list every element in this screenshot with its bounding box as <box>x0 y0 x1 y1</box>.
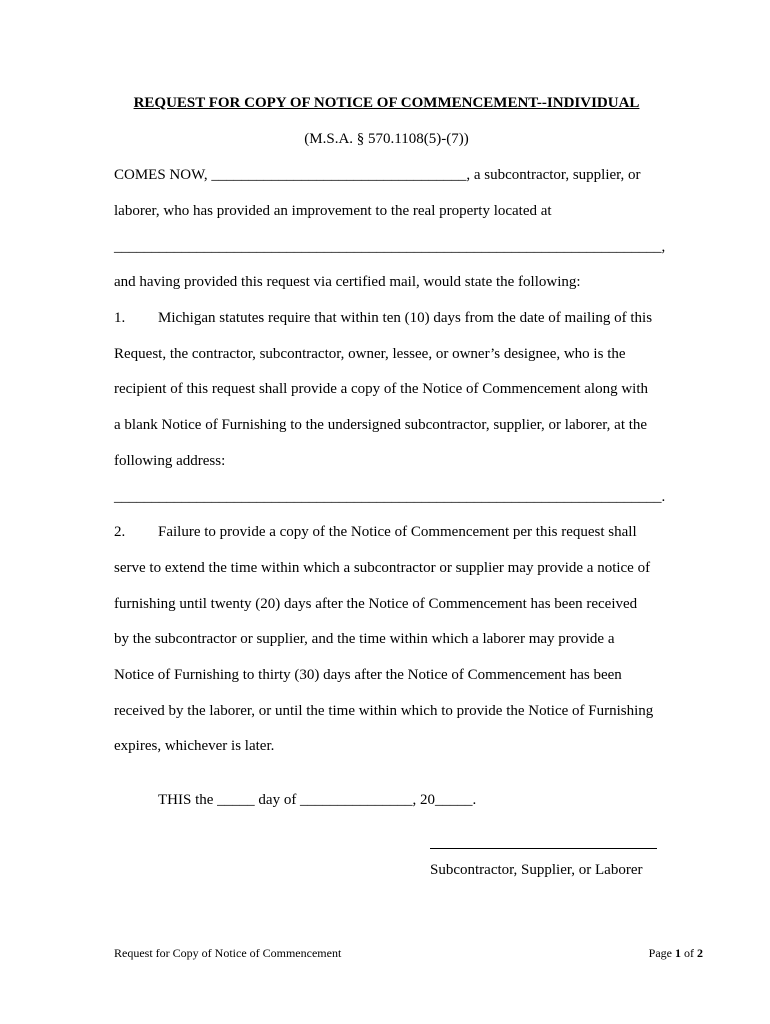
paragraph-2-number: 2. <box>114 524 126 540</box>
statute-citation: (M.S.A. § 570.1108(5)-(7)) <box>304 131 469 147</box>
comes-now-line: COMES NOW, __________________________________, a subcontractor, supplier, or <box>114 167 641 183</box>
signature-label: Subcontractor, Supplier, or Laborer <box>430 862 643 878</box>
footer-title: Request for Copy of Notice of Commencement <box>114 946 342 960</box>
paragraph-1-line-2: Request, the contractor, subcontractor, owner, lessee, or owner’s designee, who is the <box>114 346 626 362</box>
footer-page-number <box>649 945 703 961</box>
property-address-blank: _________________________________________________________________________, <box>114 239 666 255</box>
paragraph-1-line-5: following address: <box>114 453 226 469</box>
certified-mail-line: and having provided this request via certified mail, would state the following: <box>114 274 581 290</box>
paragraph-2-line-1 <box>114 522 659 542</box>
paragraph-2-line-5: Notice of Furnishing to thirty (30) days after the Notice of Commencement has been <box>114 667 622 683</box>
page-current: 1 <box>675 946 681 960</box>
mailing-address-blank: _________________________________________________________________________. <box>114 489 666 505</box>
paragraph-1-line-3: recipient of this request shall provide a copy of the Notice of Commencement along with <box>114 381 649 397</box>
paragraph-2-line-7: expires, whichever is later. <box>114 738 275 754</box>
date-line: THIS the _____ day of _______________, 20_____. <box>158 792 477 808</box>
paragraph-1-text: Michigan statutes require that within ten (10) days from the date of mailing of this <box>158 310 653 326</box>
paragraph-2-line-6: received by the laborer, or until the time within which to provide the Notice of Furnishing <box>114 703 654 719</box>
paragraph-2-text: Failure to provide a copy of the Notice of Commencement per this request shall <box>158 524 637 540</box>
paragraph-2-line-2: serve to extend the time within which a subcontractor or supplier may provide a notice of <box>114 560 651 576</box>
page-prefix: Page <box>648 946 672 960</box>
page-total: 2 <box>697 946 703 960</box>
laborer-line: laborer, who has provided an improvement to the real property located at <box>114 203 552 219</box>
page-of: of <box>684 946 694 960</box>
signature-line <box>430 848 657 849</box>
paragraph-1-number: 1. <box>114 310 126 326</box>
paragraph-1-line-4: a blank Notice of Furnishing to the undersigned subcontractor, supplier, or laborer, at the <box>114 417 648 433</box>
paragraph-2-line-4: by the subcontractor or supplier, and the time within which a laborer may provide a <box>114 631 615 647</box>
paragraph-2-line-3: furnishing until twenty (20) days after the Notice of Commencement has been received <box>114 596 638 612</box>
document-title: REQUEST FOR COPY OF NOTICE OF COMMENCEMENT--INDIVIDUAL <box>133 95 640 111</box>
paragraph-1-line-1 <box>114 308 659 328</box>
